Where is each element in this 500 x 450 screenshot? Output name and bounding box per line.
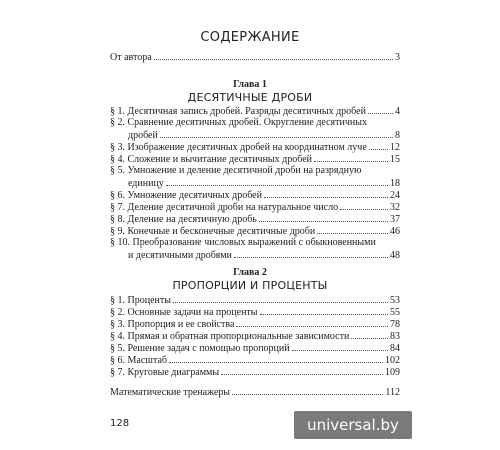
leader-dots: [236, 318, 388, 327]
chapter-1-number: Глава 1: [233, 79, 267, 90]
toc-entry[interactable]: [110, 105, 400, 117]
chapter-2-name: ПРОПОРЦИИ И ПРОЦЕНТЫ: [172, 279, 328, 292]
entry-text: § 2. Основные задачи на проценты: [110, 307, 258, 318]
leader-dots: [154, 51, 393, 60]
entry-page: 78: [390, 319, 400, 330]
entry-page: 15: [390, 154, 400, 165]
toc-entry[interactable]: [110, 306, 400, 318]
entry-text: § 5. Решение задач с помощью пропорций: [110, 343, 290, 354]
leader-dots: [260, 306, 388, 315]
entry-text: § 9. Конечные и бесконечные десятичные дроби: [110, 226, 316, 237]
leader-dots: [264, 189, 388, 198]
toc-entry[interactable]: [110, 330, 400, 342]
toc-entry[interactable]: [110, 117, 400, 141]
entry-page: 32: [390, 202, 400, 213]
entry-text: § 2. Сравнение десятичных дробей. Округление десятичных: [110, 117, 367, 128]
entry-text: § 4. Сложение и вычитание десятичных дробей: [110, 154, 312, 165]
entry-page: 12: [390, 142, 400, 153]
leader-dots: [368, 105, 393, 114]
toc-entry[interactable]: [110, 225, 400, 237]
entry-text: § 1. Десятичная запись дробей. Разряды десятичных дробей: [110, 106, 366, 117]
leader-dots: [221, 366, 383, 375]
leader-dots: [160, 129, 393, 138]
entry-page: 8: [395, 130, 400, 141]
entry-page: 109: [385, 367, 400, 378]
entry-page: 37: [390, 214, 400, 225]
toc-entry[interactable]: [110, 153, 400, 165]
leader-dots: [369, 141, 388, 150]
entry-page: 18: [390, 178, 400, 189]
toc-entry[interactable]: [110, 342, 400, 354]
entry-text-cont: и десятичными дробями: [128, 250, 232, 261]
entry-text: § 1. Проценты: [110, 295, 171, 306]
entry-text: § 10. Преобразование числовых выражений с обыкновенными: [110, 237, 376, 248]
entry-page: 48: [390, 250, 400, 261]
entry-page: 24: [390, 190, 400, 201]
entry-text: § 7. Деление десятичной дроби на натуральное число: [110, 202, 339, 213]
entry-text: От автора: [110, 52, 152, 63]
toc-entry[interactable]: [110, 165, 400, 189]
entry-page: 4: [395, 106, 400, 117]
leader-dots: [166, 177, 388, 186]
entry-text: § 6. Масштаб: [110, 355, 167, 366]
leader-dots: [173, 294, 388, 303]
leader-dots: [351, 330, 388, 339]
leader-dots: [232, 386, 383, 395]
entry-page: 3: [395, 52, 400, 63]
entry-page: 55: [390, 307, 400, 318]
entry-text: Математические тренажеры: [110, 387, 230, 398]
entry-text: § 8. Деление на десятичную дробь: [110, 214, 257, 225]
entry-page: 46: [390, 226, 400, 237]
toc-entry-intro[interactable]: [110, 51, 400, 63]
leader-dots: [169, 354, 383, 363]
toc-entry[interactable]: [110, 201, 400, 213]
leader-dots: [234, 249, 388, 258]
entry-text-cont: единицу: [128, 178, 164, 189]
entry-page: 83: [390, 331, 400, 342]
leader-dots: [317, 225, 388, 234]
entry-page: 102: [385, 355, 400, 366]
entry-text: § 5. Умножение и деление десятичной дроби на разрядную: [110, 165, 362, 176]
chapter-2-number: Глава 2: [233, 267, 267, 278]
toc-entry[interactable]: [110, 318, 400, 330]
leader-dots: [292, 342, 388, 351]
leader-dots: [314, 153, 388, 162]
entry-page: 53: [390, 295, 400, 306]
watermark-badge: universal.by: [294, 411, 412, 439]
toc-entry[interactable]: [110, 354, 400, 366]
toc-entry[interactable]: [110, 213, 400, 225]
toc-entry-trainers[interactable]: [110, 386, 400, 398]
toc-entry[interactable]: [110, 141, 400, 153]
entry-text: § 3. Пропорция и ее свойства: [110, 319, 235, 330]
toc-entry[interactable]: [110, 189, 400, 201]
entry-text-cont: дробей: [128, 130, 158, 141]
entry-text: § 7. Круговые диаграммы: [110, 367, 220, 378]
entry-text: § 3. Изображение десятичных дробей на координатном луче: [110, 142, 367, 153]
toc-entry[interactable]: [110, 237, 400, 261]
chapter-1-name: ДЕСЯТИЧНЫЕ ДРОБИ: [187, 91, 313, 104]
entry-text: § 6. Умножение десятичных дробей: [110, 190, 262, 201]
toc-entry[interactable]: [110, 366, 400, 378]
leader-dots: [340, 201, 388, 210]
entry-page: 84: [390, 343, 400, 354]
page-number: 128: [110, 418, 130, 429]
entry-page: 112: [385, 387, 400, 398]
toc-entry[interactable]: [110, 294, 400, 306]
entry-text: § 4. Прямая и обратная пропорциональные зависимости: [110, 331, 350, 342]
leader-dots: [259, 213, 388, 222]
page-title: СОДЕРЖАНИЕ: [200, 30, 300, 45]
